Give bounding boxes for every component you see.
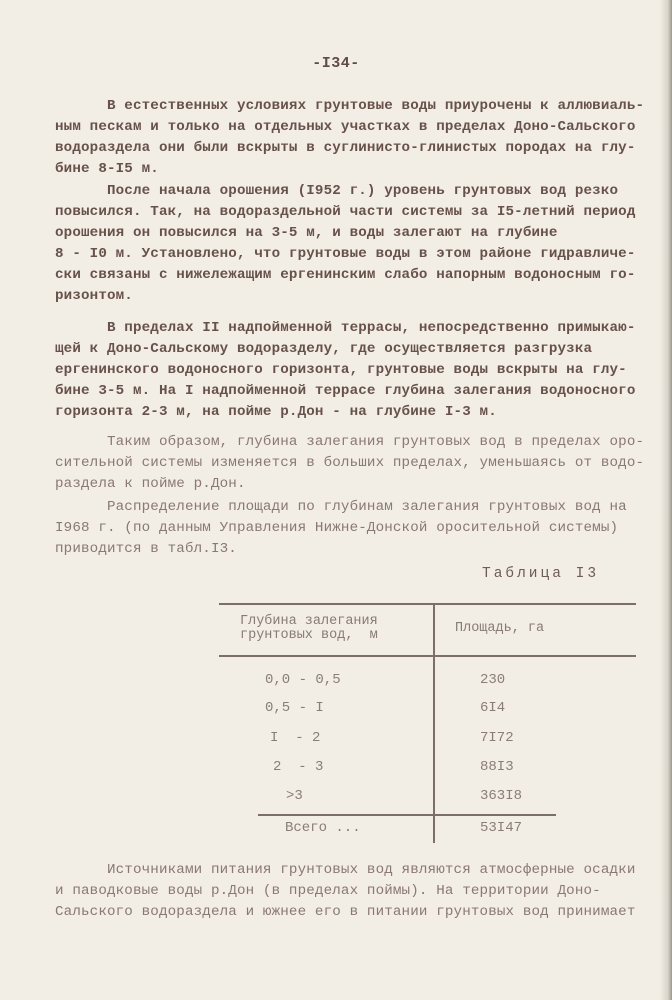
cell-depth: 2 - 3 (273, 759, 324, 775)
text-line: приводится в табл.I3. (55, 541, 237, 557)
cell-depth: I - 2 (270, 730, 321, 746)
page-number: -I34- (312, 55, 360, 72)
text-line: В естественных условиях грунтовые воды приурочены к аллювиаль- (55, 98, 645, 114)
text-line: орошения он повысился на 3-5 м, и воды залегают на глубине (55, 225, 558, 241)
text-line: бине 3-5 м. На I надпойменной террасе глубина залегания водоносного (55, 383, 636, 399)
text-line: горизонта 2-3 м, на пойме р.Дон - на глубине I-3 м. (55, 404, 497, 420)
cell-area: 363I8 (480, 788, 523, 804)
text-line: водораздела они были вскрыты в суглинисто-глинистых породах на глу- (55, 140, 636, 156)
cell-depth: >3 (286, 788, 303, 804)
text-line: раздела к пойме р.Дон. (55, 476, 246, 492)
cell-area: 88I3 (480, 759, 514, 775)
text-line: В пределах II надпойменной террасы, непосредственно примыкаю- (55, 320, 636, 336)
table-caption: Таблица I3 (482, 566, 600, 582)
text-line: ризонтом. (55, 288, 133, 304)
cell-area: 6I4 (480, 700, 506, 716)
cell-area: 7I72 (480, 730, 514, 746)
cell-area: 230 (480, 672, 506, 688)
header-area: Площадь, га (455, 621, 545, 636)
text-line: Сальского водораздела и южнее его в питании грунтовых вод принимает (55, 904, 636, 920)
text-line: Источниками питания грунтовых вод являются атмосферные осадки (55, 862, 636, 878)
text-line: После начала орошения (I952 г.) уровень грунтовых вод резко (55, 183, 619, 199)
text-line: щей к Доно-Сальскому водоразделу, где осуществляется разгрузка (55, 341, 593, 357)
total-area: 53I47 (480, 820, 523, 836)
cell-depth: 0,5 - I (265, 700, 324, 716)
text-line: и паводковые воды р.Дон (в пределах поймы). На территории Доно- (55, 883, 601, 899)
table-header-rule (219, 655, 636, 657)
text-line: Распределение площади по глубинам залегания грунтовых вод на (55, 499, 627, 515)
cell-depth: 0,0 - 0,5 (265, 672, 341, 688)
text-line: 8 - I0 м. Установлено, что грунтовые воды в этом районе гидравличе- (55, 246, 636, 262)
text-line: I968 г. (по данным Управления Нижне-Донской оросительной системы) (55, 520, 619, 536)
text-line: Таким образом, глубина залегания грунтовых вод в пределах оро- (55, 434, 645, 450)
table-column-divider (433, 603, 435, 843)
text-line: ным пескам и только на отдельных участках в пределах Доно-Сальского (55, 119, 636, 135)
text-line: бине 8-I5 м. (55, 161, 159, 177)
header-depth-line2: грунтовых вод, м (240, 628, 378, 643)
header-depth-line1: Глубина залегания (240, 614, 378, 629)
total-label: Всего ... (285, 820, 361, 836)
table-top-rule (219, 603, 636, 605)
text-line: сительной системы изменяется в больших пределах, уменьшаясь от водо- (55, 455, 645, 471)
text-line: ски связаны с нижележащим ергенинским слабо напорным водоносным го- (55, 267, 636, 283)
table-total-rule (258, 814, 556, 816)
text-line: повысился. Так, на водораздельной части системы за I5-летний период (55, 204, 636, 220)
text-line: ергенинского водоносного горизонта, грунтовые воды вскрыты на глу- (55, 362, 627, 378)
